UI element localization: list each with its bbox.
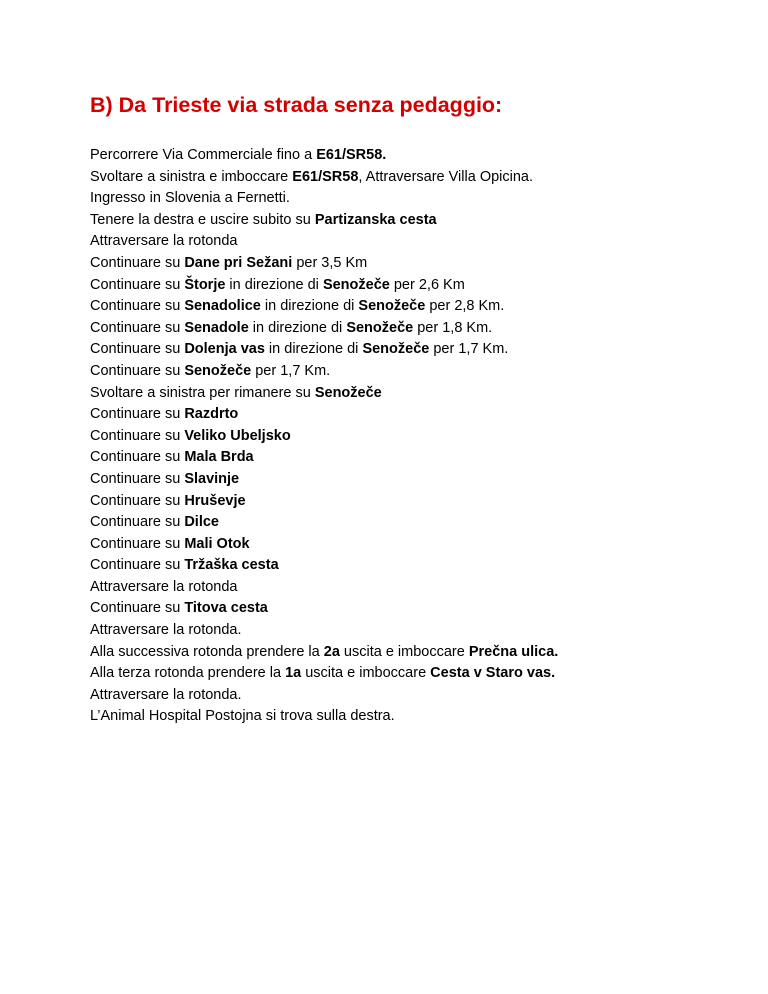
direction-text: per 1,7 Km. xyxy=(429,341,509,358)
place-name: Senožeče xyxy=(314,384,382,401)
direction-text: Alla successiva rotonda prendere la xyxy=(90,643,324,660)
direction-line xyxy=(90,642,750,664)
direction-line xyxy=(90,167,750,189)
direction-text: Continuare su xyxy=(90,298,185,315)
direction-text: per 1,8 Km. xyxy=(413,319,493,336)
place-name: E61/SR58. xyxy=(316,147,387,163)
direction-text: Continuare su xyxy=(90,514,185,531)
direction-line xyxy=(90,469,750,491)
direction-text: L’Animal Hospital Postojna si trova sulla destra. xyxy=(90,708,395,725)
place-name: Dane pri Sežani xyxy=(184,254,293,271)
place-name: Dolenja vas xyxy=(184,341,265,358)
direction-line xyxy=(90,620,750,642)
place-name: 2a xyxy=(323,643,340,660)
direction-text: Continuare su xyxy=(90,362,185,379)
direction-line xyxy=(90,426,750,448)
direction-text: uscita e imboccare xyxy=(301,665,431,682)
place-name: Senožeče xyxy=(184,362,252,379)
place-name: Partizanska cesta xyxy=(314,211,437,228)
direction-text: Attraversare la rotonda. xyxy=(90,622,242,639)
directions-list xyxy=(90,145,750,728)
place-name: Dilce xyxy=(184,514,219,531)
direction-line xyxy=(90,706,750,728)
direction-text: in direzione di xyxy=(225,276,323,293)
direction-line xyxy=(90,253,750,275)
direction-line xyxy=(90,598,750,620)
direction-text: Continuare su xyxy=(90,600,185,617)
place-name: Hruševje xyxy=(184,492,246,509)
direction-text: per 2,6 Km xyxy=(389,276,465,293)
direction-text: uscita e imboccare xyxy=(339,643,469,660)
direction-line xyxy=(90,318,750,340)
direction-line xyxy=(90,188,750,210)
direction-line xyxy=(90,577,750,599)
place-name: Mali Otok xyxy=(184,535,250,552)
direction-text: Continuare su xyxy=(90,470,185,487)
direction-text: Svoltare a sinistra e imboccare xyxy=(90,168,293,185)
direction-line xyxy=(90,339,750,361)
direction-text: in direzione di xyxy=(264,341,363,358)
direction-line xyxy=(90,275,750,297)
direction-text: Tenere la destra e uscire subito su xyxy=(90,211,315,228)
place-name: E61/SR58 xyxy=(292,168,359,185)
direction-line xyxy=(90,555,750,577)
direction-text: Continuare su xyxy=(90,449,185,466)
direction-text: in direzione di xyxy=(248,319,347,336)
direction-text: Continuare su xyxy=(90,341,185,358)
direction-text: Percorrere Via Commerciale fino a xyxy=(90,147,317,163)
direction-line xyxy=(90,145,750,167)
direction-line xyxy=(90,534,750,556)
direction-line xyxy=(90,404,750,426)
direction-text: per 3,5 Km xyxy=(292,254,368,271)
place-name: Senadolice xyxy=(184,298,261,315)
direction-text: Continuare su xyxy=(90,535,185,552)
section-heading: B) Da Trieste via strada senza pedaggio: xyxy=(90,93,503,117)
direction-text: Continuare su xyxy=(90,492,185,509)
place-name: Titova cesta xyxy=(184,600,268,617)
direction-text: Attraversare la rotonda xyxy=(90,578,238,595)
direction-line xyxy=(90,685,750,707)
place-name: Veliko Ubeljsko xyxy=(184,427,291,444)
direction-line xyxy=(90,447,750,469)
direction-text: per 2,8 Km. xyxy=(425,298,505,315)
place-name: Tržaška cesta xyxy=(184,557,279,574)
direction-line xyxy=(90,361,750,383)
direction-text: Attraversare la rotonda. xyxy=(90,686,242,703)
direction-line xyxy=(90,491,750,513)
direction-text: , Attraversare Villa Opicina. xyxy=(358,168,534,185)
place-name: Cesta v Staro vas. xyxy=(430,665,556,682)
place-name: Senadole xyxy=(184,319,249,336)
direction-line xyxy=(90,296,750,318)
place-name: 1a xyxy=(285,665,302,682)
direction-text: Continuare su xyxy=(90,406,185,423)
direction-text: in direzione di xyxy=(260,298,359,315)
direction-text: per 1,7 Km. xyxy=(251,362,331,379)
place-name: Mala Brda xyxy=(184,449,254,466)
place-name: Razdrto xyxy=(184,406,239,423)
place-name: Senožeče xyxy=(362,341,430,358)
place-name: Senožeče xyxy=(358,298,426,315)
direction-text: Continuare su xyxy=(90,319,185,336)
direction-text: Svoltare a sinistra per rimanere su xyxy=(90,384,315,401)
direction-text: Alla terza rotonda prendere la xyxy=(90,665,286,682)
direction-text: Continuare su xyxy=(90,254,185,271)
direction-text: Continuare su xyxy=(90,557,185,574)
place-name: Štorje xyxy=(184,276,226,293)
direction-line xyxy=(90,663,750,685)
direction-line xyxy=(90,231,750,253)
direction-line xyxy=(90,512,750,534)
direction-text: Ingresso in Slovenia a Fernetti. xyxy=(90,190,290,207)
direction-line xyxy=(90,383,750,405)
place-name: Senožeče xyxy=(322,276,390,293)
place-name: Slavinje xyxy=(184,470,240,487)
place-name: Prečna ulica. xyxy=(468,643,559,660)
place-name: Senožeče xyxy=(346,319,414,336)
direction-text: Continuare su xyxy=(90,427,185,444)
direction-text: Attraversare la rotonda xyxy=(90,233,238,250)
direction-text: Continuare su xyxy=(90,276,185,293)
direction-line xyxy=(90,210,750,232)
